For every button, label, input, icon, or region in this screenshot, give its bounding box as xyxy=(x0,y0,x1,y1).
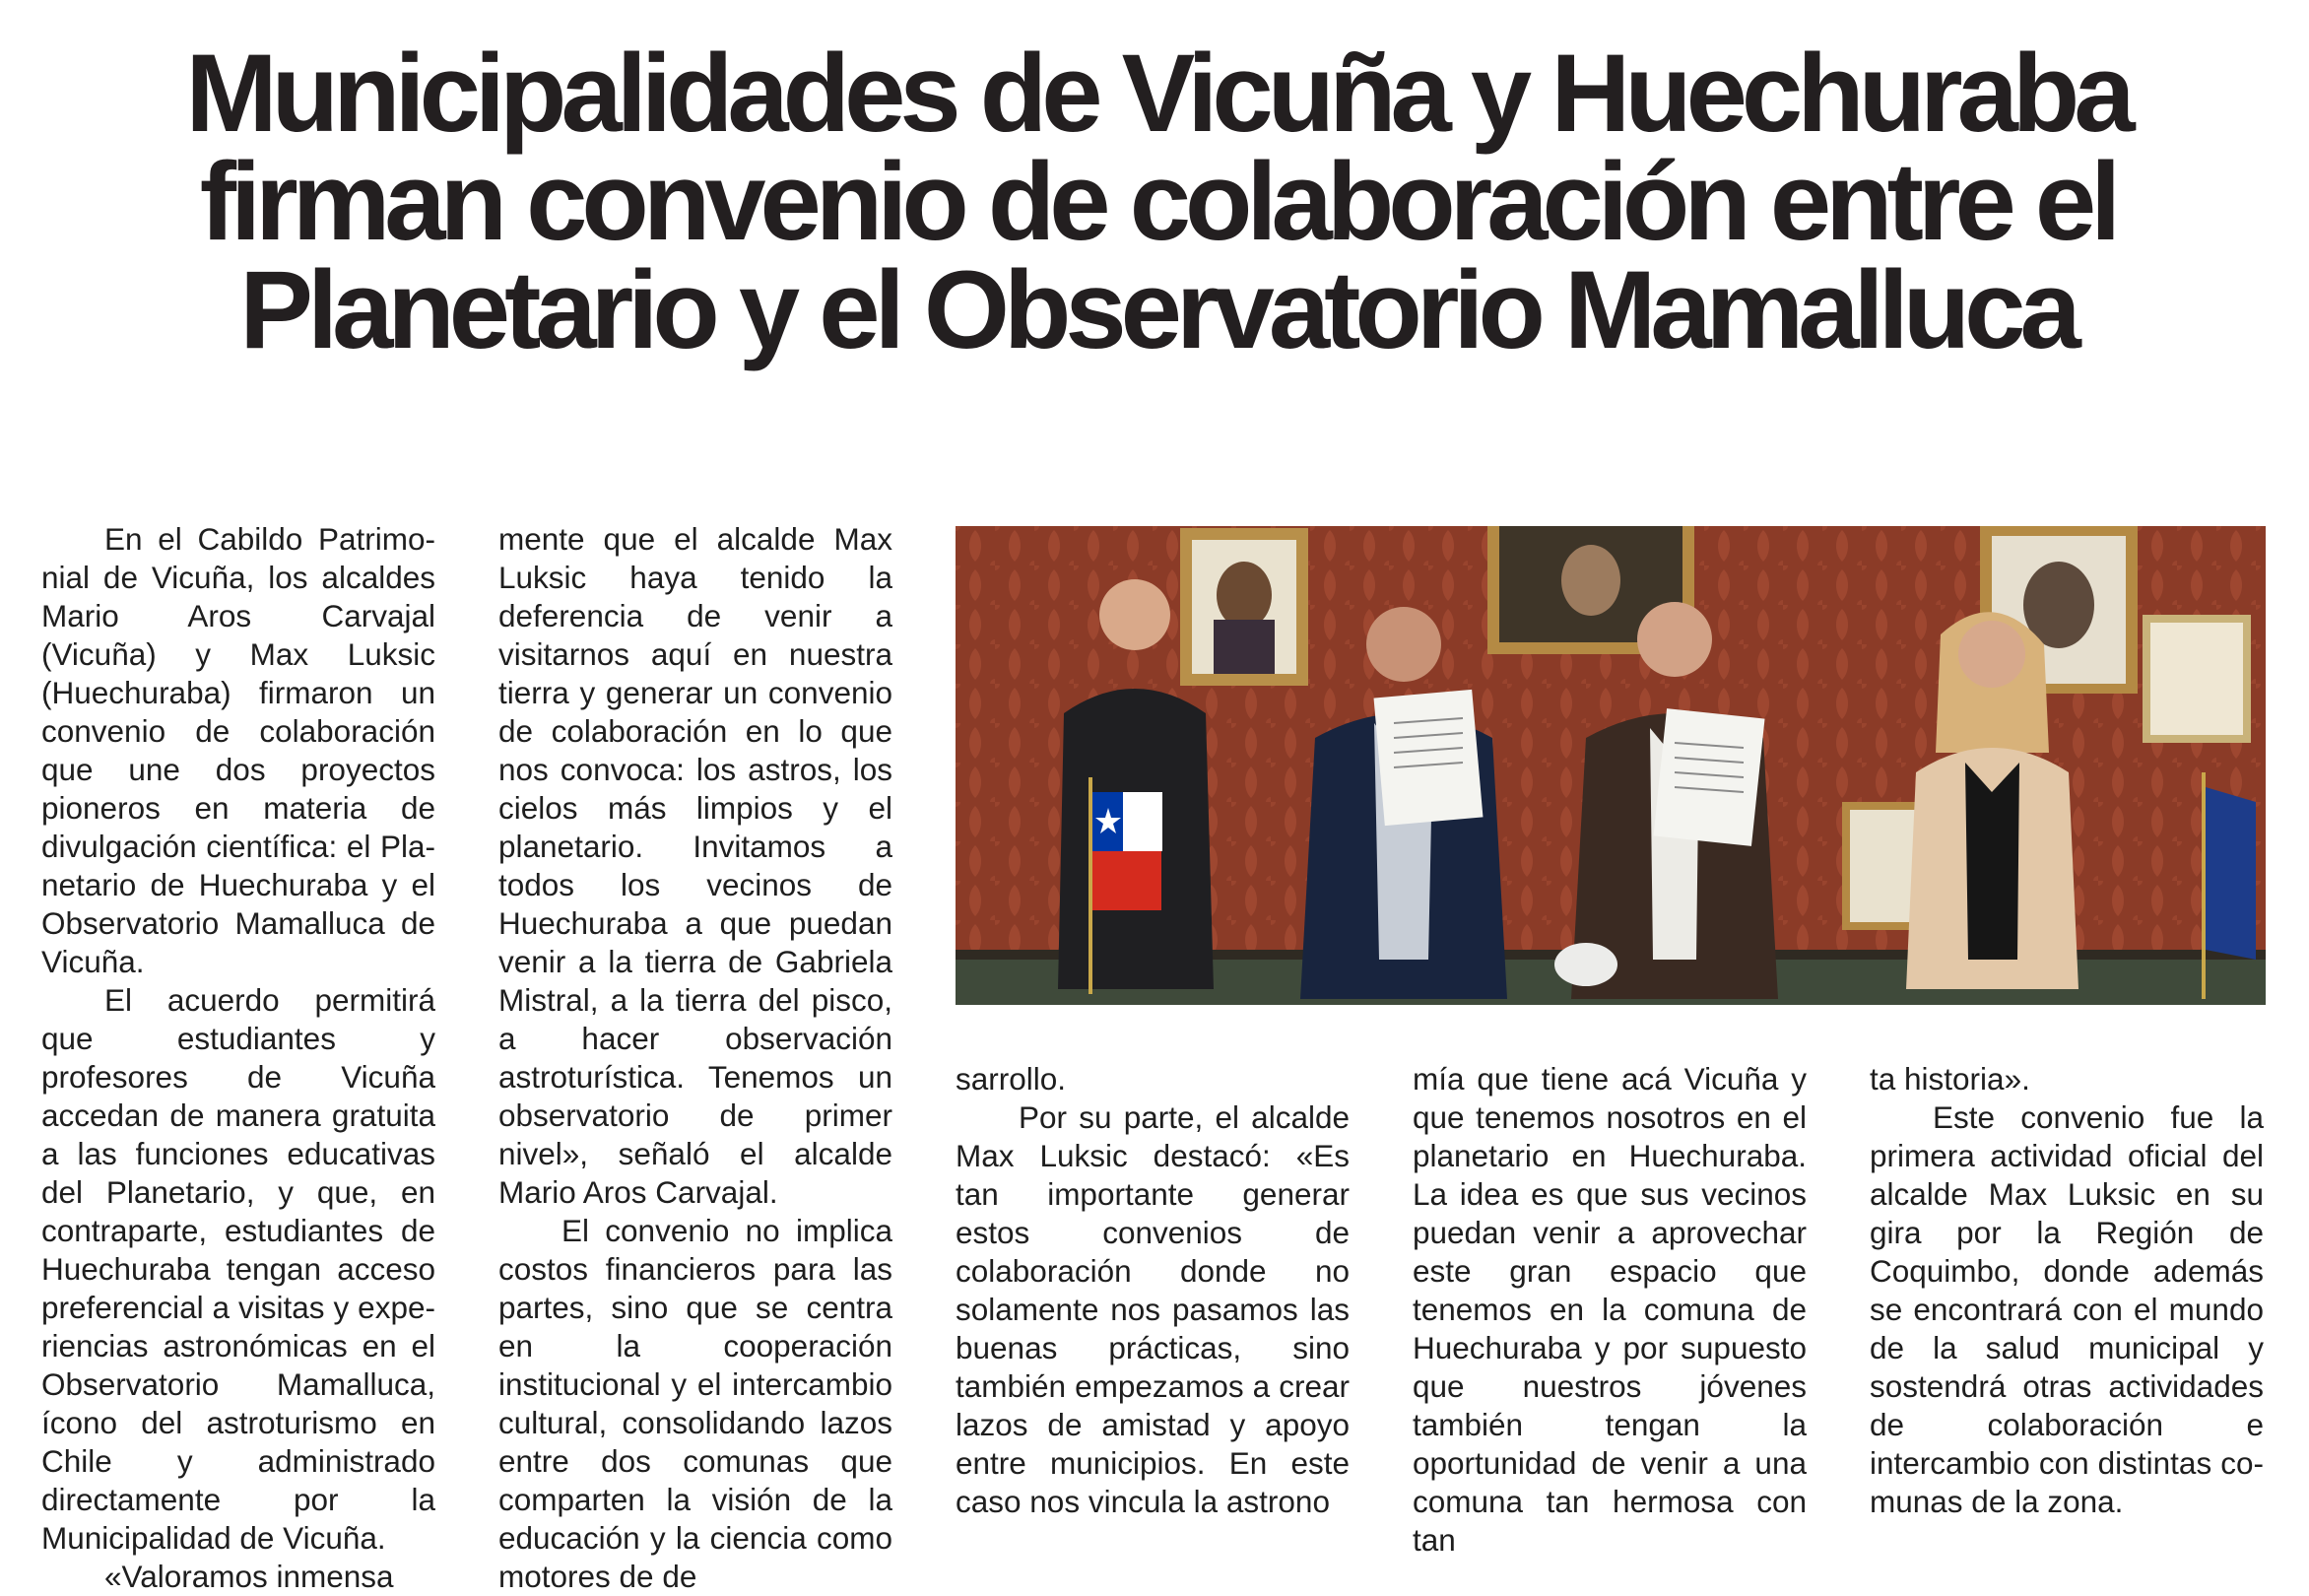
paragraph: ta historia». xyxy=(1870,1061,2030,1097)
paragraph: El acuerdo permitirá que estudiantes y profesores de Vicuña accedan de manera gratuita a las funciones educativas del Planetario, y que, en contraparte, estudiantes de Huechuraba tengan acceso preferencial a visitas y experiencias astronómicas en el Observatorio Mamalluca, ícono del astroturismo en Chile y administrado directamente por la Municipalidad de Vicuña. xyxy=(41,982,435,1556)
article-column-3 xyxy=(956,1060,1350,1521)
article-photo xyxy=(956,526,2266,1005)
headline-line-3: Planetario y el Observatorio Mamalluca xyxy=(239,248,2076,371)
paragraph: «Valoramos inmensa xyxy=(104,1559,394,1594)
paragraph: Este convenio fue la primera actividad oficial del alcalde Max Luksic en su gira por la Región de Coquimbo, donde además se encontrará con el mundo de la salud municipal y sostendrá otras actividades de colaboración e intercambio con distintas comunas de la zona. xyxy=(1870,1099,2264,1519)
paragraph: sarrollo. xyxy=(956,1061,1067,1097)
paragraph: El convenio no implica costos financieros para las partes, sino que se centra en la cooperación institucional y el intercambio cultural, consolidando lazos entre dos comunas que comparten la visión de la educación y la ciencia como motores de de xyxy=(498,1213,892,1594)
paragraph: mente que el alcalde Max Luksic haya tenido la deferencia de venir a visitarnos aquí en nuestra tierra y generar un convenio de colaboración en lo que nos convoca: los astros, los cielos más limpios y el planetario. Invitamos a todos los vecinos de Huechuraba a que puedan venir a la tierra de Gabriela Mistral, a la tierra del pisco, a hacer observación astroturística. Tenemos un observatorio de primer nivel», señaló el alcalde Mario Aros Carvajal. xyxy=(498,521,892,1210)
article-column-4 xyxy=(1413,1060,1807,1560)
headline-line-1: Municipalidades de Vicuña y Huechuraba xyxy=(185,32,2130,155)
paragraph: En el Cabildo Patrimonial de Vicuña, los alcaldes Mario Aros Carvajal (Vicuña) y Max Luksic (Huechuraba) firmaron un convenio de colaboración que une dos proyectos pioneros en materia de divulgación científica: el Planetario de Huechuraba y el Observatorio Mamalluca de Vicuña. xyxy=(41,521,435,979)
headline-line-2: firman convenio de colaboración entre el xyxy=(199,140,2116,263)
article-headline xyxy=(99,32,2216,371)
paragraph: Por su parte, el alcalde Max Luksic destacó: «Es tan importante generar estos convenios de colaboración donde no solamente nos pasamos las buenas prácticas, sino también empezamos a crear lazos de amistad y apoyo entre municipios. En este caso nos vincula la astrono xyxy=(956,1099,1350,1519)
article-column-1 xyxy=(41,520,435,1596)
paragraph: mía que tiene acá Vicuña y que tenemos nosotros en el planetario en Huechuraba. La idea es que sus vecinos puedan venir a aprovechar este gran espacio que tenemos en la comuna de Huechuraba y por supuesto que nuestros jóvenes también tengan la oportunidad de venir a una comuna tan hermosa con tan xyxy=(1413,1061,1807,1558)
article-column-2 xyxy=(498,520,892,1596)
article-column-5 xyxy=(1870,1060,2264,1521)
photo-signing-ceremony-icon xyxy=(956,526,2266,1005)
